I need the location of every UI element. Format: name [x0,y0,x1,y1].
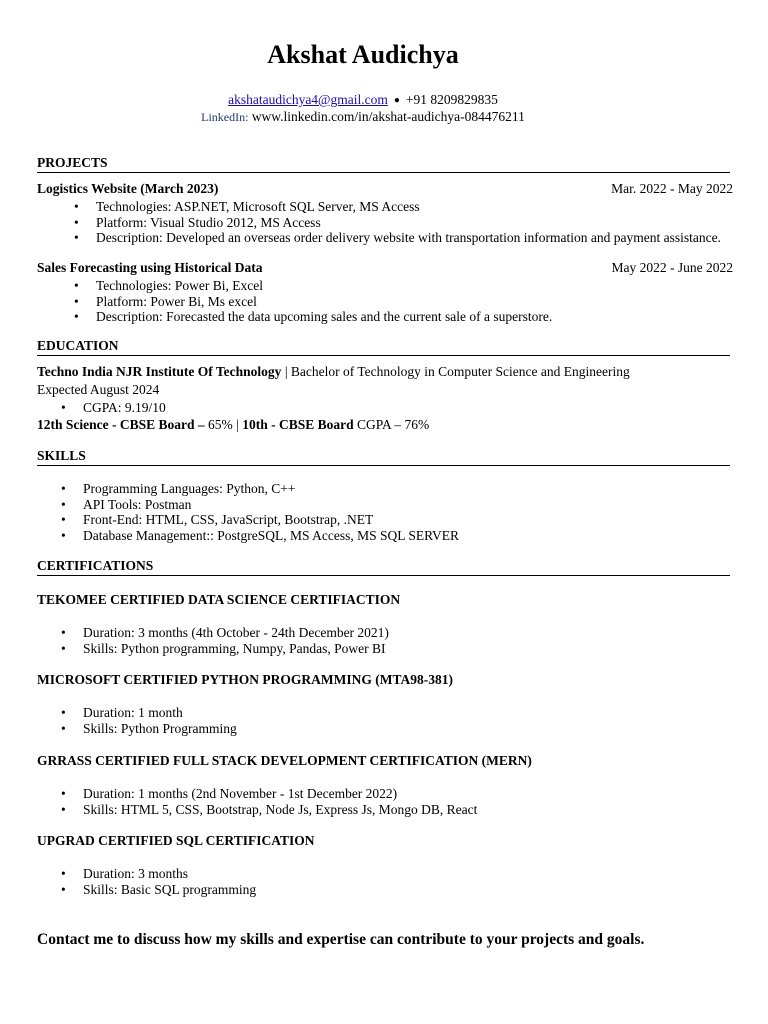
certification-title: GRRASS CERTIFIED FULL STACK DEVELOPMENT CERTIFICATION (MERN) [37,753,532,768]
list-item: • Skills: Python programming, Numpy, Pandas, Power BI [83,641,723,657]
certification-title: TEKOMEE CERTIFIED DATA SCIENCE CERTIFIACTION [37,592,401,607]
project-bullets [96,278,726,325]
school-10-label: 10th - CBSE Board [242,417,354,432]
list-item: • CGPA: 9.19/10 [83,400,723,416]
certification-title: UPGRAD CERTIFIED SQL CERTIFICATION [37,833,315,848]
school-12-label: 12th Science - CBSE Board – [37,417,205,432]
list-item: • Description: Developed an overseas order delivery website with transportation information and payment assistance. [96,230,726,246]
section-heading-certifications: CERTIFICATIONS [37,558,730,576]
expected-graduation: Expected August 2024 [37,382,160,397]
project-header [37,260,733,276]
list-item: • Duration: 1 months (2nd November - 1st December 2022) [83,786,723,802]
project-bullets [96,199,726,246]
closing-statement: Contact me to discuss how my skills and expertise can contribute to your projects and goals. [37,931,645,948]
education-degree [37,364,733,380]
list-item: • Technologies: Power Bi, Excel [96,278,726,294]
project-dates: May 2022 - June 2022 [611,260,733,275]
linkedin-line [0,109,726,125]
project-title: Logistics Website (March 2023) [37,181,219,196]
phone-number: +91 8209829835 [405,92,498,107]
list-item: • Skills: Python Programming [83,721,723,737]
candidate-name: Akshat Audichya [267,40,459,69]
list-item: • Duration: 1 month [83,705,723,721]
list-item: • Programming Languages: Python, C++ [83,481,723,497]
degree-name: | Bachelor of Technology in Computer Science and Engineering [281,364,630,379]
linkedin-label: LinkedIn: [201,110,249,124]
certification-bullets [83,786,723,817]
certification-bullets [83,866,723,897]
list-item: • Duration: 3 months (4th October - 24th December 2021) [83,625,723,641]
section-heading-projects: PROJECTS [37,155,730,173]
email-link[interactable]: akshataudichya4@gmail.com [228,92,388,107]
education-bullets [83,400,723,416]
project-dates: Mar. 2022 - May 2022 [611,181,733,196]
school-12-score: 65% | [204,417,243,432]
list-item: • Platform: Power Bi, Ms excel [96,294,726,310]
contact-line [0,92,726,108]
certification-title: MICROSOFT CERTIFIED PYTHON PROGRAMMING (MTA98-381) [37,672,454,687]
project-title: Sales Forecasting using Historical Data [37,260,263,275]
linkedin-url[interactable]: www.linkedin.com/in/akshat-audichya-084476211 [251,109,525,124]
list-item: • Technologies: ASP.NET, Microsoft SQL Server, MS Access [96,199,726,215]
list-item: • Database Management:: PostgreSQL, MS Access, MS SQL SERVER [83,528,723,544]
list-item: • Platform: Visual Studio 2012, MS Access [96,215,726,231]
school-10-score: CGPA – 76% [353,417,430,432]
project-header [37,181,733,197]
list-item: • Description: Forecasted the data upcoming sales and the current sale of a superstore. [96,309,726,325]
list-item: • Skills: HTML 5, CSS, Bootstrap, Node Js, Express Js, Mongo DB, React [83,802,723,818]
section-heading-skills: SKILLS [37,448,730,466]
school-results [37,417,733,433]
list-item: • Skills: Basic SQL programming [83,882,723,898]
list-item: • Front-End: HTML, CSS, JavaScript, Bootstrap, .NET [83,512,723,528]
section-heading-education: EDUCATION [37,338,730,356]
institution-name: Techno India NJR Institute Of Technology [37,364,282,379]
certification-bullets [83,625,723,656]
list-item: • Duration: 3 months [83,866,723,882]
bullet-separator-icon: ● [393,95,400,107]
skills-bullets [83,481,723,543]
list-item: • API Tools: Postman [83,497,723,513]
certification-bullets [83,705,723,736]
